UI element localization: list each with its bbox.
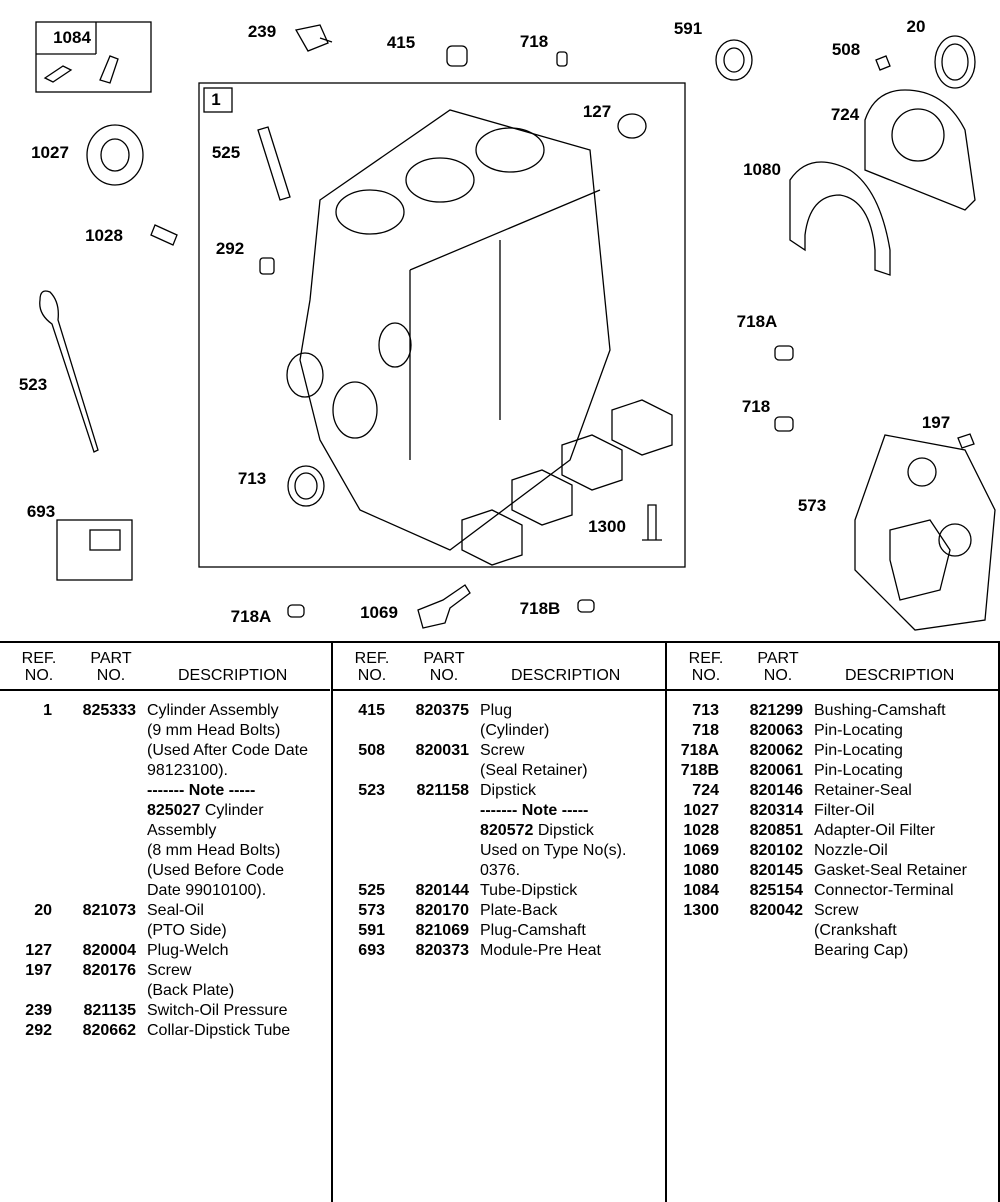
line-text: Cylinder Assembly bbox=[147, 702, 279, 719]
table-row bbox=[333, 881, 666, 901]
description-line bbox=[147, 981, 330, 1001]
part-number: 820063 bbox=[749, 722, 803, 739]
table-rows bbox=[667, 701, 1000, 961]
screw-508-part bbox=[876, 56, 890, 70]
description-line bbox=[814, 921, 1000, 941]
ref-number: 1 bbox=[43, 702, 52, 719]
callout-523: 523 bbox=[18, 375, 48, 394]
description-line bbox=[480, 741, 666, 761]
part-number: 820146 bbox=[749, 782, 803, 799]
parts-list-table bbox=[0, 641, 1000, 1202]
table-row bbox=[667, 881, 1000, 901]
table-row bbox=[667, 841, 1000, 861]
table-rows bbox=[0, 701, 330, 1041]
description-line bbox=[814, 861, 1000, 881]
header-ref-no bbox=[18, 650, 60, 684]
screw-1300-part bbox=[642, 505, 662, 540]
dipstick-part bbox=[40, 291, 98, 452]
callout-127: 127 bbox=[582, 102, 612, 121]
part-number: 820373 bbox=[415, 942, 469, 959]
part-number: 825333 bbox=[82, 702, 136, 719]
description-line bbox=[814, 741, 1000, 761]
part-number: 820062 bbox=[749, 742, 803, 759]
header-part-line1: PART bbox=[90, 650, 132, 667]
ref-number: 523 bbox=[358, 782, 385, 799]
screw-197-part bbox=[958, 434, 974, 448]
line-text: (8 mm Head Bolts) bbox=[147, 842, 281, 859]
line-text: Date 99010100). bbox=[147, 882, 267, 899]
table-header bbox=[333, 643, 666, 691]
line-text: Adapter-Oil Filter bbox=[814, 822, 935, 839]
callout-693: 693 bbox=[26, 502, 56, 521]
ref-number: 718 bbox=[692, 722, 719, 739]
header-description: DESCRIPTION bbox=[845, 667, 955, 684]
table-row bbox=[0, 901, 330, 941]
description-line bbox=[480, 901, 666, 921]
ref-number: 1028 bbox=[683, 822, 719, 839]
callout-239: 239 bbox=[247, 22, 277, 41]
ref-number: 1027 bbox=[683, 802, 719, 819]
description-line bbox=[147, 1021, 330, 1041]
header-part-line2: NO. bbox=[763, 667, 793, 684]
part-description bbox=[147, 961, 330, 1001]
ref-number: 197 bbox=[25, 962, 52, 979]
parts-column bbox=[331, 643, 666, 1202]
header-ref-line1: REF. bbox=[354, 650, 390, 667]
description-line bbox=[480, 821, 666, 841]
line-text: Retainer-Seal bbox=[814, 782, 912, 799]
description-line bbox=[147, 861, 330, 881]
part-number: 825154 bbox=[749, 882, 803, 899]
header-ref-line2: NO. bbox=[24, 667, 54, 684]
line-text: Pin-Locating bbox=[814, 762, 903, 779]
header-part-line2: NO. bbox=[96, 667, 126, 684]
line-text: Switch-Oil Pressure bbox=[147, 1002, 288, 1019]
ref-number: 591 bbox=[358, 922, 385, 939]
description-line bbox=[147, 781, 330, 801]
oil-pressure-switch-part bbox=[296, 25, 332, 51]
description-line bbox=[147, 1001, 330, 1021]
line-text: Plate-Back bbox=[480, 902, 558, 919]
part-number: 821073 bbox=[82, 902, 136, 919]
part-number: 820170 bbox=[415, 902, 469, 919]
ref-number: 1300 bbox=[683, 902, 719, 919]
line-text: Tube-Dipstick bbox=[480, 882, 578, 899]
description-line bbox=[480, 761, 666, 781]
part-description bbox=[480, 881, 666, 901]
line-text: Cylinder bbox=[200, 802, 264, 819]
description-line bbox=[147, 801, 330, 821]
header-part-line2: NO. bbox=[429, 667, 459, 684]
callout-197: 197 bbox=[921, 413, 951, 432]
part-description bbox=[814, 801, 1000, 821]
oil-filter-part bbox=[87, 125, 143, 185]
description-line bbox=[480, 881, 666, 901]
part-number: 820061 bbox=[749, 762, 803, 779]
header-part-no bbox=[747, 650, 809, 684]
table-row bbox=[333, 921, 666, 941]
ref-number: 718B bbox=[680, 762, 719, 779]
callout-1069: 1069 bbox=[360, 603, 398, 622]
part-description bbox=[814, 821, 1000, 841]
camshaft-plug-part bbox=[716, 40, 752, 80]
bold-text: ------- Note ----- bbox=[480, 802, 589, 819]
description-line bbox=[480, 921, 666, 941]
ref-number: 525 bbox=[358, 882, 385, 899]
line-text: Used on Type No(s). bbox=[480, 842, 627, 859]
description-line bbox=[814, 721, 1000, 741]
part-number: 821135 bbox=[83, 1002, 136, 1019]
header-part-line1: PART bbox=[423, 650, 465, 667]
part-number: 821069 bbox=[415, 922, 469, 939]
description-line bbox=[147, 721, 330, 741]
line-text: (9 mm Head Bolts) bbox=[147, 722, 281, 739]
line-text: Plug bbox=[480, 702, 513, 719]
table-row bbox=[0, 941, 330, 961]
pin-718-part bbox=[775, 417, 793, 431]
welch-plug-part bbox=[618, 114, 646, 138]
pin-part bbox=[557, 52, 567, 66]
table-row bbox=[667, 801, 1000, 821]
callout-1028: 1028 bbox=[85, 226, 123, 245]
part-description bbox=[814, 901, 1000, 961]
line-text: 0376. bbox=[480, 862, 521, 879]
description-line bbox=[814, 901, 1000, 921]
description-line bbox=[814, 841, 1000, 861]
table-row bbox=[0, 1021, 330, 1041]
callout-292: 292 bbox=[215, 239, 245, 258]
part-number: 820851 bbox=[749, 822, 803, 839]
description-line bbox=[147, 741, 330, 761]
header-ref-line1: REF. bbox=[688, 650, 724, 667]
back-plate-part bbox=[855, 435, 995, 630]
collar-part bbox=[260, 258, 274, 274]
table-row bbox=[0, 1001, 330, 1021]
part-description bbox=[480, 921, 666, 941]
gasket-seal-retainer-part bbox=[790, 162, 890, 275]
bold-text: 825027 bbox=[147, 802, 201, 819]
header-part-no bbox=[80, 650, 142, 684]
part-description bbox=[814, 881, 1000, 901]
table-header bbox=[0, 643, 330, 691]
callout-1300: 1300 bbox=[588, 517, 626, 536]
table-row bbox=[667, 721, 1000, 741]
table-row bbox=[667, 861, 1000, 881]
line-text: (Cylinder) bbox=[480, 722, 550, 739]
line-text: Nozzle-Oil bbox=[814, 842, 888, 859]
line-text: Plug-Welch bbox=[147, 942, 229, 959]
header-ref-line2: NO. bbox=[357, 667, 387, 684]
part-description bbox=[814, 701, 1000, 721]
part-description bbox=[147, 1021, 330, 1041]
ref-number: 292 bbox=[25, 1022, 52, 1039]
table-row bbox=[333, 901, 666, 921]
part-number: 821158 bbox=[416, 782, 469, 799]
ref-number: 718A bbox=[680, 742, 719, 759]
description-line bbox=[480, 841, 666, 861]
bold-text: ------- Note ----- bbox=[147, 782, 256, 799]
line-text: Filter-Oil bbox=[814, 802, 875, 819]
table-row bbox=[667, 821, 1000, 841]
description-line bbox=[814, 941, 1000, 961]
description-line bbox=[480, 801, 666, 821]
callout-718A: 718A bbox=[736, 312, 778, 331]
line-text: Assembly bbox=[147, 822, 217, 839]
ref-number: 1084 bbox=[683, 882, 719, 899]
line-text: Screw bbox=[814, 902, 859, 919]
part-description bbox=[480, 701, 666, 741]
description-line bbox=[814, 781, 1000, 801]
part-number: 820144 bbox=[415, 882, 469, 899]
line-text: (Back Plate) bbox=[147, 982, 235, 999]
line-text: (Used After Code Date bbox=[147, 742, 308, 759]
part-number: 820031 bbox=[415, 742, 469, 759]
description-line bbox=[147, 841, 330, 861]
bold-text: 820572 bbox=[480, 822, 534, 839]
table-row bbox=[667, 741, 1000, 761]
table-rows bbox=[333, 701, 666, 961]
ref-number: 127 bbox=[25, 942, 52, 959]
part-number: 820102 bbox=[749, 842, 803, 859]
part-description bbox=[814, 841, 1000, 861]
table-row bbox=[333, 701, 666, 741]
line-text: 98123100). bbox=[147, 762, 228, 779]
table-row bbox=[333, 741, 666, 781]
line-text: (Seal Retainer) bbox=[480, 762, 588, 779]
table-row bbox=[0, 961, 330, 1001]
description-line bbox=[480, 701, 666, 721]
parts-column bbox=[665, 643, 1000, 1202]
pin-718A-part bbox=[775, 346, 793, 360]
callout-1080: 1080 bbox=[743, 160, 781, 179]
plug-cylinder-part bbox=[447, 46, 467, 66]
line-text: Bushing-Camshaft bbox=[814, 702, 946, 719]
line-text: Pin-Locating bbox=[814, 742, 903, 759]
ref-number: 239 bbox=[25, 1002, 52, 1019]
description-line bbox=[147, 961, 330, 981]
ref-number: 415 bbox=[358, 702, 385, 719]
callout-1084: 1084 bbox=[53, 28, 91, 47]
header-ref-line1: REF. bbox=[21, 650, 57, 667]
part-number: 820375 bbox=[415, 702, 469, 719]
frame-label: 1 bbox=[211, 90, 221, 109]
ref-number: 573 bbox=[358, 902, 385, 919]
callout-713: 713 bbox=[237, 469, 267, 488]
ref-number: 1080 bbox=[683, 862, 719, 879]
part-description bbox=[814, 861, 1000, 881]
part-description bbox=[814, 721, 1000, 741]
part-description bbox=[147, 701, 330, 901]
pin-718B-part bbox=[578, 600, 594, 612]
callout-1027: 1027 bbox=[31, 143, 69, 162]
part-description bbox=[814, 761, 1000, 781]
table-row bbox=[0, 701, 330, 901]
description-line bbox=[147, 881, 330, 901]
part-description bbox=[147, 901, 330, 941]
line-text: Pin-Locating bbox=[814, 722, 903, 739]
bearing-caps-part bbox=[462, 400, 672, 565]
cylinder-assembly-frame bbox=[199, 83, 685, 567]
line-text: Connector-Terminal bbox=[814, 882, 954, 899]
callout-724: 724 bbox=[830, 105, 860, 124]
description-line bbox=[147, 941, 330, 961]
description-line bbox=[814, 881, 1000, 901]
connector-terminal-part bbox=[45, 56, 118, 83]
header-ref-line2: NO. bbox=[691, 667, 721, 684]
ref-number: 713 bbox=[692, 702, 719, 719]
ref-number: 1069 bbox=[683, 842, 719, 859]
part-number: 820662 bbox=[82, 1022, 136, 1039]
dipstick-tube-part bbox=[258, 127, 290, 200]
pin-718A-bottom-part bbox=[288, 605, 304, 617]
header-ref-no bbox=[351, 650, 393, 684]
ref-number: 724 bbox=[692, 782, 719, 799]
line-text: Plug-Camshaft bbox=[480, 922, 586, 939]
header-part-no bbox=[413, 650, 475, 684]
description-line bbox=[480, 781, 666, 801]
callout-718-right: 718 bbox=[741, 397, 771, 416]
line-text: Seal-Oil bbox=[147, 902, 204, 919]
line-text: Screw bbox=[480, 742, 525, 759]
table-row bbox=[333, 781, 666, 881]
ref-number: 20 bbox=[34, 902, 52, 919]
description-line bbox=[480, 721, 666, 741]
part-description bbox=[147, 1001, 330, 1021]
callout-20: 20 bbox=[906, 17, 926, 36]
table-row bbox=[667, 781, 1000, 801]
table-header bbox=[667, 643, 1000, 691]
part-description bbox=[480, 781, 666, 881]
description-line bbox=[480, 941, 666, 961]
part-number: 820042 bbox=[749, 902, 803, 919]
table-row bbox=[667, 761, 1000, 781]
description-line bbox=[147, 901, 330, 921]
part-description bbox=[480, 941, 666, 961]
description-line bbox=[814, 701, 1000, 721]
callout-573: 573 bbox=[797, 496, 827, 515]
header-description: DESCRIPTION bbox=[178, 667, 288, 684]
part-number: 820004 bbox=[82, 942, 136, 959]
description-line bbox=[147, 761, 330, 781]
part-description bbox=[814, 781, 1000, 801]
description-line bbox=[814, 821, 1000, 841]
seal-retainer-part bbox=[865, 90, 975, 210]
callout-591: 591 bbox=[673, 19, 703, 38]
description-line bbox=[814, 801, 1000, 821]
oil-nozzle-part bbox=[418, 585, 470, 628]
line-text: Bearing Cap) bbox=[814, 942, 909, 959]
line-text: Dipstick bbox=[533, 822, 594, 839]
part-description bbox=[480, 741, 666, 781]
callout-415: 415 bbox=[386, 33, 416, 52]
camshaft-bushing-part bbox=[288, 466, 324, 506]
description-line bbox=[480, 861, 666, 881]
part-number: 821299 bbox=[749, 702, 803, 719]
line-text: Module-Pre Heat bbox=[480, 942, 601, 959]
callout-718: 718 bbox=[519, 32, 549, 51]
line-text: (PTO Side) bbox=[147, 922, 227, 939]
header-description: DESCRIPTION bbox=[511, 667, 621, 684]
description-line bbox=[147, 821, 330, 841]
ref-number: 508 bbox=[358, 742, 385, 759]
callout-508: 508 bbox=[831, 40, 861, 59]
line-text: Collar-Dipstick Tube bbox=[147, 1022, 291, 1039]
part-description bbox=[147, 941, 330, 961]
table-row bbox=[667, 701, 1000, 721]
callout-718A-bottom: 718A bbox=[230, 607, 272, 626]
line-text: (Crankshaft bbox=[814, 922, 897, 939]
description-line bbox=[814, 761, 1000, 781]
description-line bbox=[147, 701, 330, 721]
callout-525: 525 bbox=[211, 143, 241, 162]
callout-718B: 718B bbox=[519, 599, 561, 618]
part-number: 820314 bbox=[749, 802, 803, 819]
part-description bbox=[814, 741, 1000, 761]
line-text: Dipstick bbox=[480, 782, 537, 799]
description-line bbox=[147, 921, 330, 941]
part-number: 820145 bbox=[749, 862, 803, 879]
part-description bbox=[480, 901, 666, 921]
parts-column bbox=[0, 643, 330, 1202]
table-row bbox=[667, 901, 1000, 961]
header-ref-no bbox=[685, 650, 727, 684]
line-text: (Used Before Code bbox=[147, 862, 284, 879]
header-part-line1: PART bbox=[757, 650, 799, 667]
cylinder-block-part bbox=[300, 110, 610, 550]
ref-number: 693 bbox=[358, 942, 385, 959]
part-number: 820176 bbox=[82, 962, 136, 979]
line-text: Screw bbox=[147, 962, 192, 979]
line-text: Gasket-Seal Retainer bbox=[814, 862, 967, 879]
adapter-part bbox=[151, 225, 177, 245]
table-row bbox=[333, 941, 666, 961]
